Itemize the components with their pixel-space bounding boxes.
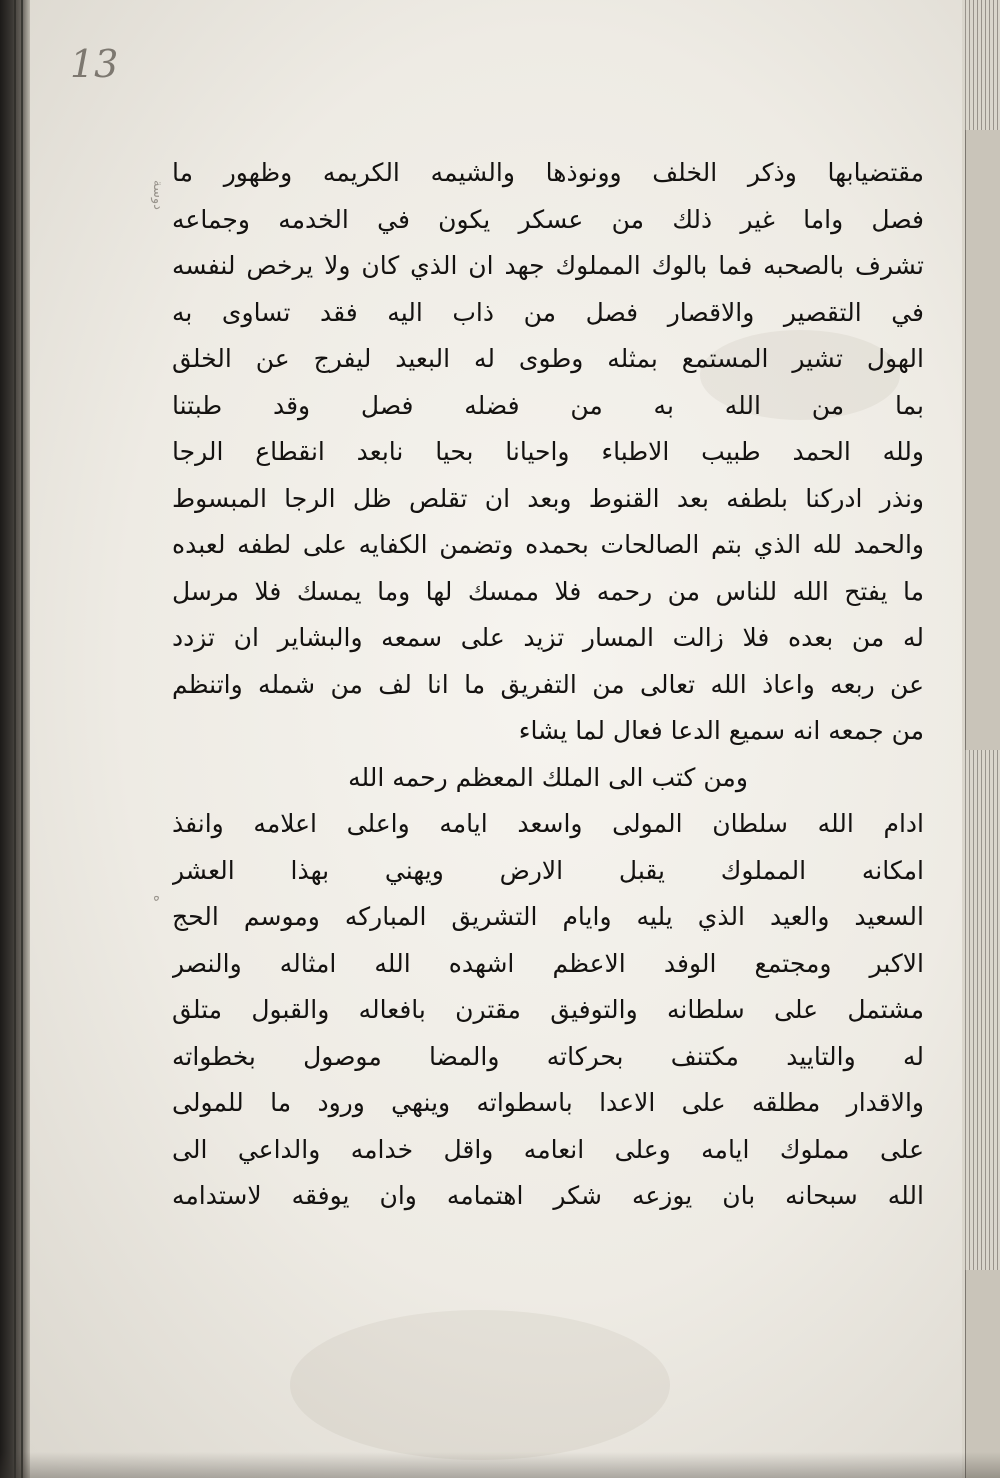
text-line: ولله الحمد طبيب الاطباء واحيانا بحيا نابعد انقطاع الرجا [172, 437, 924, 466]
text-line: امكانه المملوك يقبل الارض ويهني بهذا العشر [172, 855, 924, 885]
text-line: الاكبر ومجتمع الوفد الاعظم اشهده الله امثاله والنصر [172, 948, 924, 978]
text-line: بما من الله به من فضله فصل وقد طبتنا [172, 390, 924, 420]
text-line: تشرف بالصحبه فما بالوك المملوك جهد ان الذي كان ولا يرخص لنفسه [172, 251, 924, 280]
gutter-line [21, 0, 23, 1478]
text-line: في التقصير والاقصار فصل من ذاب اليه فقد تساوى به [172, 297, 924, 327]
gutter-line [14, 0, 16, 1478]
text-line: السعيد والعيد الذي يليه وايام التشريق المباركه وموسم الحج [172, 902, 924, 931]
folio-number: 13 [70, 42, 119, 86]
text-line: ادام الله سلطان المولى واسعد ايامه واعلى اعلامه وانفذ [172, 809, 924, 838]
page-edge-tab [965, 130, 1000, 750]
text-line: له والتاييد مكتنف بحركاته والمضا موصول بخطواته [172, 1041, 924, 1071]
text-line: والاقدار مطلقه على الاعدا باسطواته وينهي ورود ما للمولى [172, 1088, 924, 1117]
text-line: عن ربعه واعاذ الله تعالى من التفريق ما انا لف من شمله واتنظم [172, 669, 924, 699]
text-line: الله سبحانه بان يوزعه شكر اهتمامه وان يوفقه لاستدامه [172, 1181, 924, 1210]
text-line: والحمد لله الذي بتم الصالحات بحمده وتضمن الكفايه على لطفه لعبده [172, 530, 924, 559]
text-line: على مملوك ايامه وعلى انعامه واقل خدامه والداعي الى [172, 1134, 924, 1164]
margin-note: دوسة [150, 180, 165, 210]
text-line: مقتضيابها وذكر الخلف وونوذها والشيمه الكريمه وظهور ما [172, 158, 924, 187]
text-line: فصل واما غير ذلك من عسكر يكون في الخدمه وجماعه [172, 204, 924, 234]
paper-stain [290, 1310, 670, 1460]
text-line: ونذر ادركنا بلطفه بعد القنوط وبعد ان تقلص ظل الرجا المبسوط [172, 483, 924, 513]
page-edge-tab [965, 1270, 1000, 1478]
text-line: له من بعده فلا زالت المسار تزيد على سمعه والبشاير ان تزدد [172, 623, 924, 652]
section-heading: ومن كتب الى الملك المعظم رحمه الله [348, 762, 748, 792]
margin-note: ه [150, 895, 165, 902]
manuscript-text [172, 150, 924, 1220]
text-line: الهول تشير المستمع بمثله وطوى له البعيد ليفرج عن الخلق [172, 344, 924, 373]
text-line: مشتمل على سلطانه والتوفيق مقترن بافعاله والقبول متلق [172, 995, 924, 1024]
text-line: ما يفتح الله للناس من رحمه فلا ممسك لها وما يمسك فلا مرسل [172, 576, 924, 606]
text-line: من جمعه انه سميع الدعا فعال لما يشاء [518, 716, 924, 745]
